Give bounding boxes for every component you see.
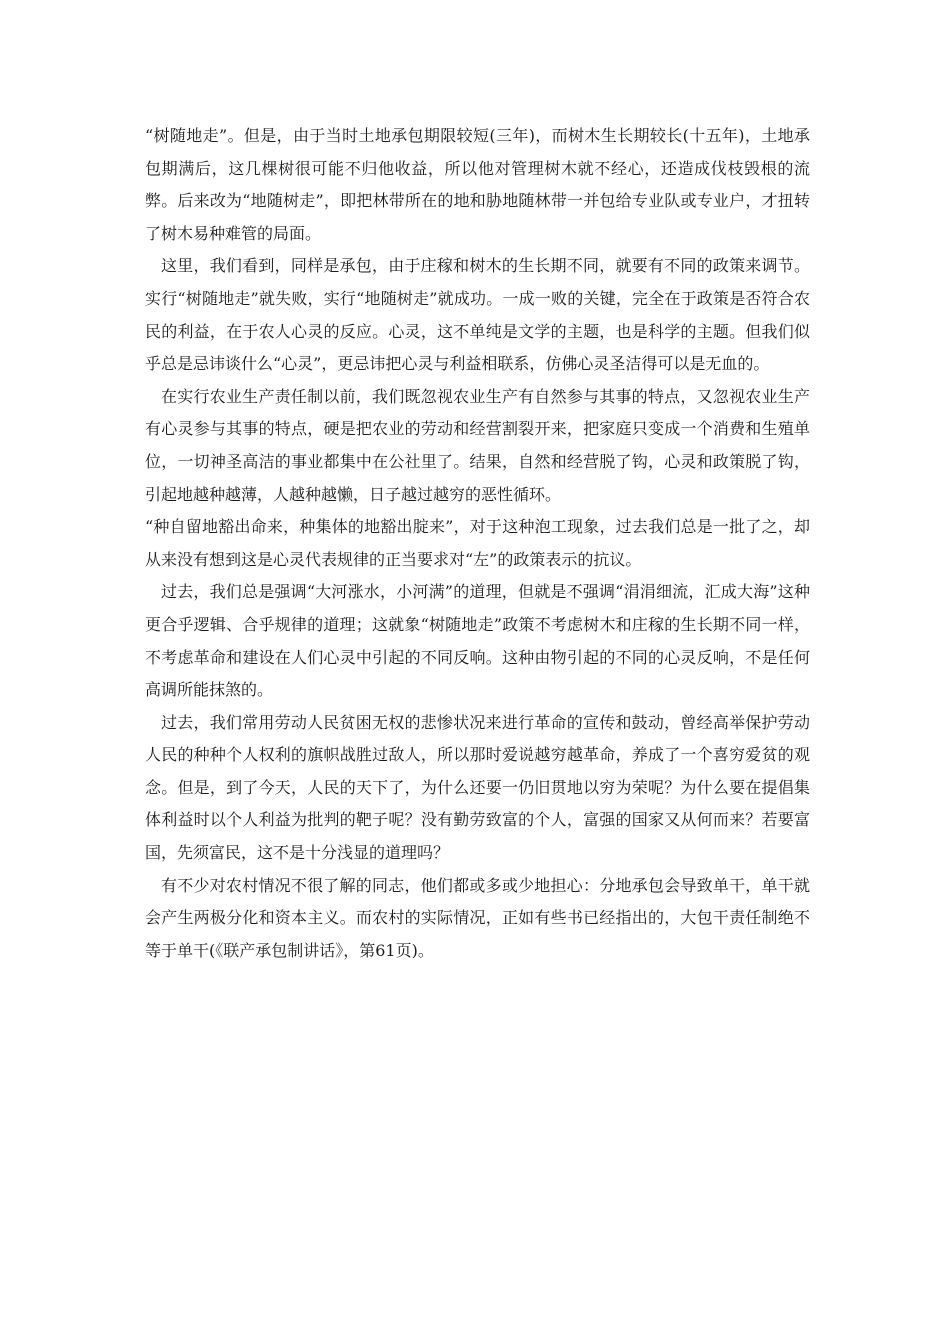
paragraph-7: 有不少对农村情况不很了解的同志，他们都或多或少地担心：分地承包会导致单干，单干就会产生两极分化和资本主义。而农村的实际情况，正如有些书已经指出的，大包干责任制绝不等于单干(《联产承包制讲话》，第61页)。 <box>145 875 810 960</box>
document-page <box>145 120 810 967</box>
paragraph-3: 在实行农业生产责任制以前，我们既忽视农业生产有自然参与其事的特点，又忽视农业生产有心灵参与其事的特点，硬是把农业的劳动和经营割裂开来，把家庭只变成一个消费和生殖单位，一切神圣高洁的事业都集中在公社里了。结果，自然和经营脱了钩，心灵和政策脱了钩，引起地越种越薄，人越种越懒，日子越过越穷的恶性循环。 <box>145 386 810 504</box>
paragraph-5: 过去，我们总是强调“大河涨水，小河满”的道理，但就是不强调“涓涓细流，汇成大海”这种更合乎逻辑、合乎规律的道理；这就象“树随地走”政策不考虑树木和庄稼的生长期不同一样，不考虑革命和建设在人们心灵中引起的不同反响。这种由物引起的不同的心灵反响，不是任何高调所能抹煞的。 <box>145 582 810 700</box>
paragraph-6: 过去，我们常用劳动人民贫困无权的悲惨状况来进行革命的宣传和鼓动，曾经高举保护劳动人民的种种个人权利的旗帜战胜过敌人，所以那时爱说越穷越革命，养成了一个喜穷爱贫的观念。但是，到了今天，人民的天下了，为什么还要一仍旧贯地以穷为荣呢？为什么要在提倡集体利益时以个人利益为批判的靶子呢？没有勤劳致富的个人，富强的国家又从何而来？若要富国，先须富民，这不是十分浅显的道理吗？ <box>145 712 810 863</box>
paragraph-1: “树随地走”。但是，由于当时土地承包期限较短(三年)，而树木生长期较长(十五年)，土地承包期满后，这几棵树很可能不归他收益，所以他对管理树木就不经心，还造成伐枝毁根的流弊。后来改为“地随树走”，即把林带所在的地和胁地随林带一并包给专业队或专业户，才扭转了树木易种难管的局面。 <box>145 126 810 243</box>
paragraph-2: 这里，我们看到，同样是承包，由于庄稼和树木的生长期不同，就要有不同的政策来调节。实行“树随地走”就失败，实行“地随树走”就成功。一成一败的关键，完全在于政策是否符合农民的利益，在于农人心灵的反应。心灵，这不单纯是文学的主题，也是科学的主题。但我们似乎总是忌讳谈什么“心灵”，更忌讳把心灵与利益相联系，仿佛心灵圣洁得可以是无血的。 <box>145 256 810 374</box>
paragraph-4: “种自留地豁出命来，种集体的地豁出腚来”，对于这种泡工现象，过去我们总是一批了之，却从来没有想到这是心灵代表规律的正当要求对“左”的政策表示的抗议。 <box>145 517 810 569</box>
